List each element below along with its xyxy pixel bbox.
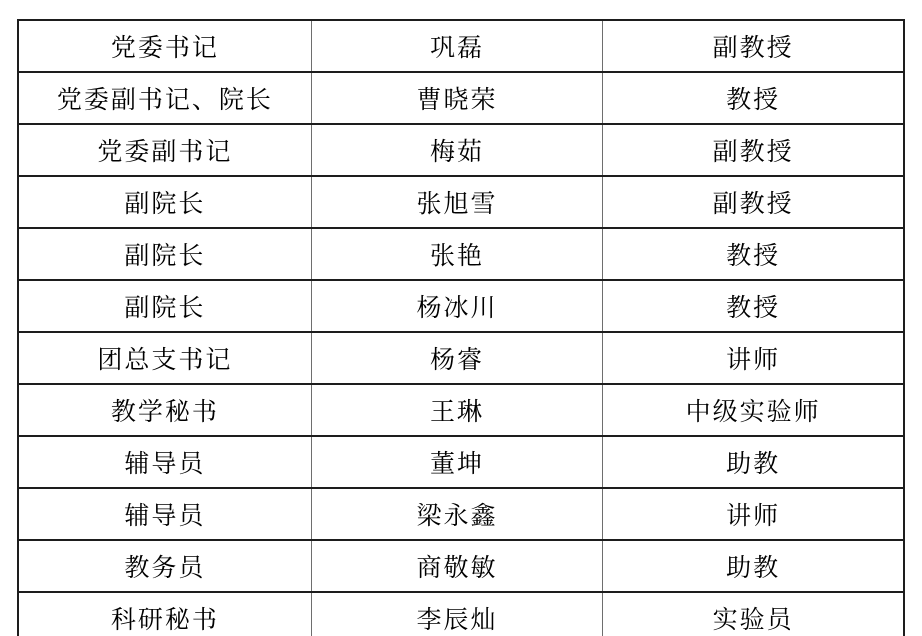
position-cell: 团总支书记 <box>18 332 311 384</box>
table-row <box>18 124 904 176</box>
position-cell: 副院长 <box>18 176 311 228</box>
name-cell: 杨睿 <box>311 332 602 384</box>
table-row <box>18 20 904 72</box>
table-row <box>18 72 904 124</box>
position-cell: 教务员 <box>18 540 311 592</box>
title-cell: 副教授 <box>603 20 904 72</box>
title-cell: 教授 <box>603 280 904 332</box>
table-row <box>18 228 904 280</box>
table-row <box>18 384 904 436</box>
table-row <box>18 332 904 384</box>
title-cell: 讲师 <box>603 488 904 540</box>
table-row <box>18 436 904 488</box>
table-row <box>18 280 904 332</box>
name-cell: 张艳 <box>311 228 602 280</box>
title-cell: 助教 <box>603 540 904 592</box>
title-cell: 实验员 <box>603 592 904 636</box>
position-cell: 教学秘书 <box>18 384 311 436</box>
position-cell: 辅导员 <box>18 488 311 540</box>
title-cell: 助教 <box>603 436 904 488</box>
table-row <box>18 540 904 592</box>
title-cell: 中级实验师 <box>603 384 904 436</box>
name-cell: 梅茹 <box>311 124 602 176</box>
position-cell: 党委副书记、院长 <box>18 72 311 124</box>
position-cell: 辅导员 <box>18 436 311 488</box>
name-cell: 王琳 <box>311 384 602 436</box>
title-cell: 教授 <box>603 72 904 124</box>
title-cell: 讲师 <box>603 332 904 384</box>
name-cell: 巩磊 <box>311 20 602 72</box>
title-cell: 教授 <box>603 228 904 280</box>
table-row <box>18 176 904 228</box>
position-cell: 党委副书记 <box>18 124 311 176</box>
name-cell: 李辰灿 <box>311 592 602 636</box>
table-row <box>18 488 904 540</box>
position-cell: 科研秘书 <box>18 592 311 636</box>
position-cell: 副院长 <box>18 280 311 332</box>
position-cell: 党委书记 <box>110 35 219 62</box>
title-cell: 副教授 <box>603 176 904 228</box>
name-cell: 董坤 <box>311 436 602 488</box>
name-cell: 张旭雪 <box>311 176 602 228</box>
name-cell: 商敬敏 <box>311 540 602 592</box>
name-cell: 杨冰川 <box>311 280 602 332</box>
name-cell: 曹晓荣 <box>311 72 602 124</box>
table-row <box>18 592 904 636</box>
title-cell: 副教授 <box>603 124 904 176</box>
name-cell: 梁永鑫 <box>311 488 602 540</box>
staff-table <box>17 19 905 636</box>
position-cell: 副院长 <box>18 228 311 280</box>
